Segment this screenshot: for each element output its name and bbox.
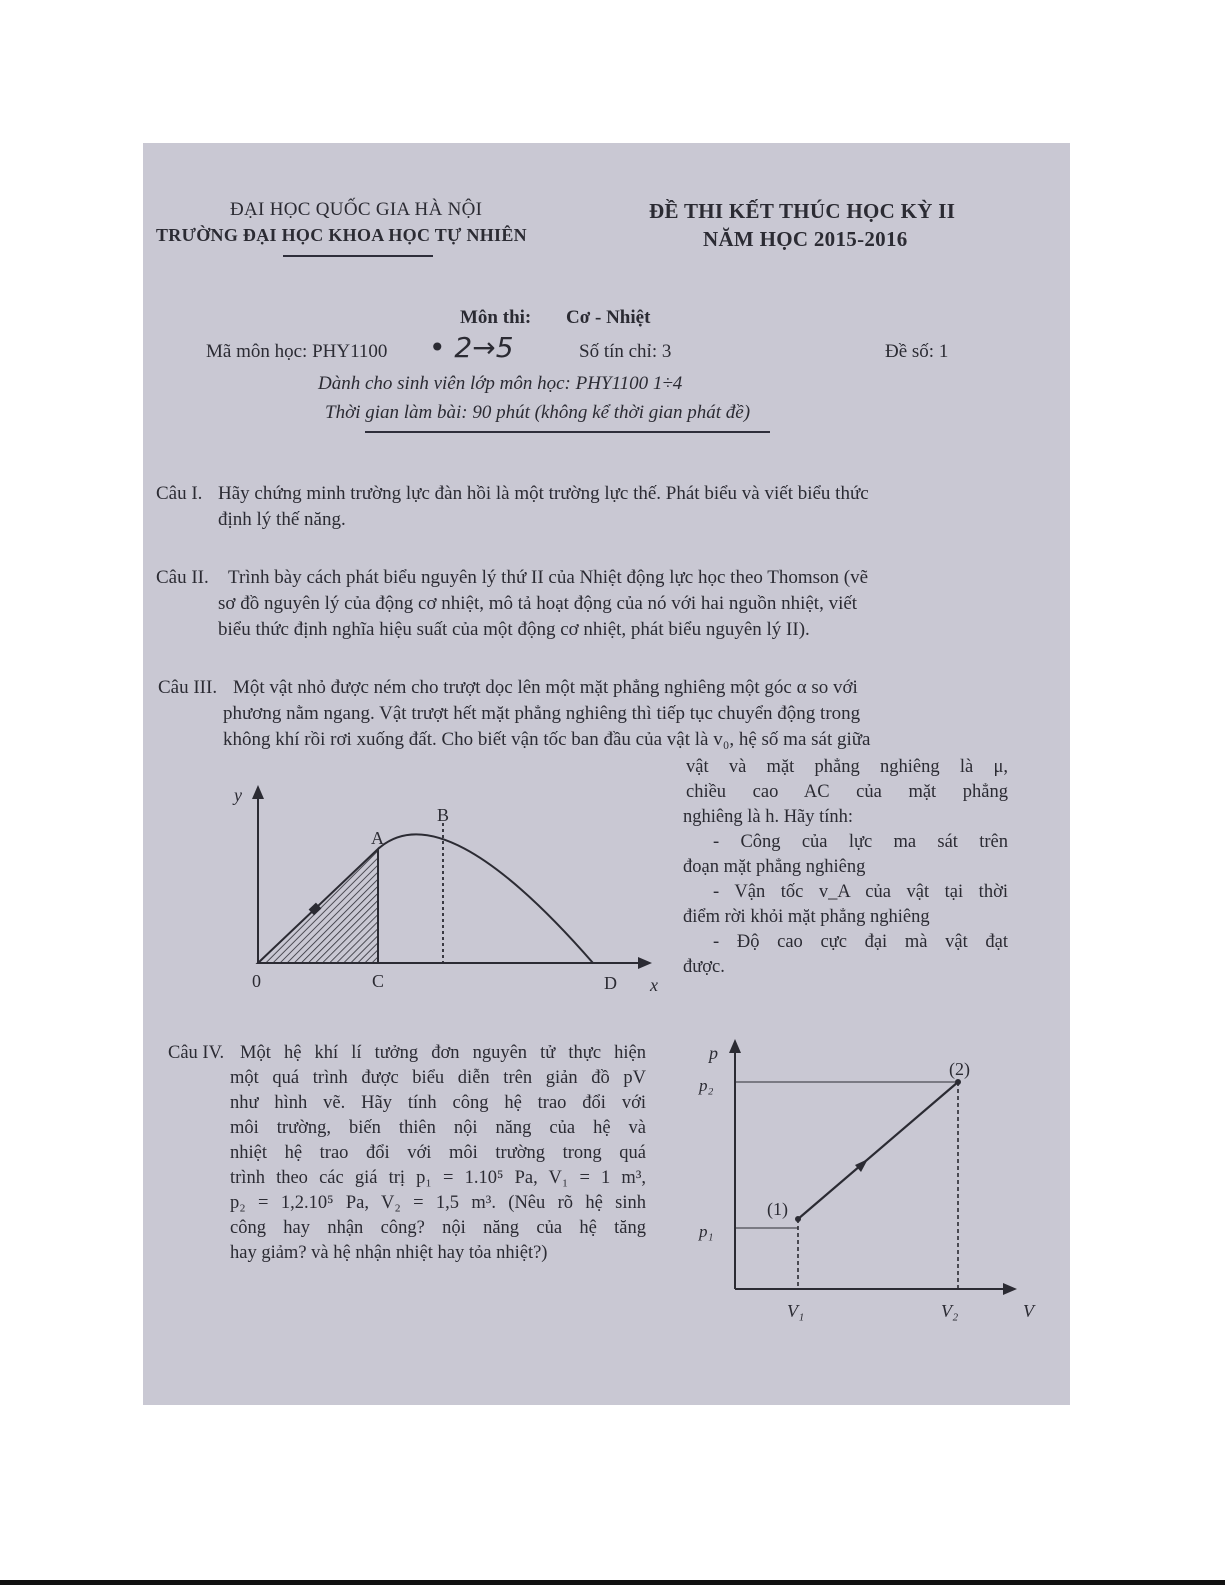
v1-label: V₁ <box>787 1301 805 1321</box>
question-3-line: không khí rồi rơi xuống đất. Cho biết vận tốc ban đầu của vật là v₀, hệ số ma sát giữa <box>223 729 871 750</box>
question-2-label: Câu II. <box>156 567 209 588</box>
duration-underline <box>365 431 770 433</box>
question-4-line: hay giảm? và hệ nhận nhiệt hay tỏa nhiệt?) <box>230 1243 548 1263</box>
question-3 <box>158 675 1018 753</box>
v-axis-label: V <box>1023 1301 1034 1321</box>
p1-label: p₁ <box>699 1222 714 1241</box>
question-3-side-text <box>683 755 1008 980</box>
question-4-line: trình theo các giá trị p₁ = 1.10⁵ Pa, V₁ = 1 m³, <box>230 1168 646 1188</box>
state-1-point <box>795 1216 801 1222</box>
projectile-figure <box>228 781 668 1001</box>
p-axis-label: p <box>709 1043 718 1063</box>
question-1 <box>156 481 1018 533</box>
p2-label: p₂ <box>699 1076 714 1095</box>
duration: Thời gian làm bài: 90 phút (không kể thời gian phát đề) <box>325 402 751 423</box>
trajectory-curve <box>378 834 593 963</box>
audience: Dành cho sinh viên lớp môn học: PHY1100 1÷4 <box>318 373 683 394</box>
state-2-point <box>955 1079 961 1085</box>
university-name: ĐẠI HỌC QUỐC GIA HÀ NỘI <box>230 199 483 220</box>
question-4-label: Câu IV. <box>168 1043 225 1063</box>
point-b-label: B <box>437 805 450 825</box>
exam-sheet <box>143 143 1070 1405</box>
credits: Số tín chỉ: 3 <box>579 341 672 362</box>
question-3-line: phương nằm ngang. Vật trượt hết mặt phẳng nghiêng thì tiếp tục chuyển động trong <box>223 703 861 724</box>
question-3-label: Câu III. <box>158 677 218 698</box>
question-1-label: Câu I. <box>156 483 203 504</box>
question-3-side-line: được. <box>683 957 725 977</box>
question-4-line: môi trường, biến thiên nội năng của hệ và <box>230 1118 646 1138</box>
point-c-label: C <box>372 971 385 991</box>
question-3-side-line: - Vận tốc v_A của vật tại thời <box>713 882 1008 902</box>
y-axis-arrow-icon <box>252 785 264 799</box>
v-axis-arrow-icon <box>1003 1283 1017 1295</box>
state-2-label: (2) <box>949 1059 970 1079</box>
course-code: Mã môn học: PHY1100 <box>206 341 388 362</box>
v2-label: V₂ <box>941 1301 959 1321</box>
question-1-line: định lý thế năng. <box>218 509 346 530</box>
question-4 <box>168 1041 646 1266</box>
question-4-line: p₂ = 1,2.10⁵ Pa, V₂ = 1,5 m³. (Nêu rõ hệ sinh <box>230 1193 646 1213</box>
question-4-line: Một hệ khí lí tưởng đơn nguyên tử thực hiện <box>240 1043 646 1063</box>
school-year: NĂM HỌC 2015-2016 <box>703 227 908 251</box>
pv-diagram <box>683 1035 1043 1335</box>
question-4-line: một quá trình được biểu diễn trên giản đồ pV <box>230 1068 646 1088</box>
exam-title: ĐỀ THI KẾT THÚC HỌC KỲ II <box>649 199 956 223</box>
question-2-line: biểu thức định nghĩa hiệu suất của một động cơ nhiệt, phát biểu nguyên lý II). <box>218 619 810 640</box>
question-4-line: như hình vẽ. Hãy tính công hệ trao đổi với <box>230 1093 646 1113</box>
question-2-line: Trình bày cách phát biểu nguyên lý thứ II của Nhiệt động lực học theo Thomson (vẽ <box>228 567 869 588</box>
subject-name: Cơ - Nhiệt <box>566 307 651 328</box>
question-3-line: Một vật nhỏ được ném cho trượt dọc lên một mặt phẳng nghiêng một góc α so với <box>233 677 858 698</box>
process-direction-arrow-icon <box>855 1159 868 1172</box>
state-1-label: (1) <box>767 1199 788 1219</box>
question-3-side-line: - Công của lực ma sát trên <box>713 832 1008 852</box>
question-3-side-line: vật và mặt phẳng nghiêng là μ, <box>686 757 1008 777</box>
point-o-label: 0 <box>252 971 261 991</box>
school-name: TRƯỜNG ĐẠI HỌC KHOA HỌC TỰ NHIÊN <box>156 225 527 245</box>
x-axis-label: x <box>650 975 658 995</box>
p-axis-arrow-icon <box>729 1039 741 1053</box>
y-axis-label: y <box>234 785 242 805</box>
question-3-side-line: đoạn mặt phẳng nghiêng <box>683 857 866 877</box>
question-1-line: Hãy chứng minh trường lực đàn hồi là một trường lực thế. Phát biểu và viết biểu thức <box>218 483 869 504</box>
question-3-side-line: điểm rời khỏi mặt phẳng nghiêng <box>683 907 930 927</box>
question-3-side-line: chiều cao AC của mặt phẳng <box>686 782 1008 802</box>
exam-number: Đề số: 1 <box>885 341 949 362</box>
question-4-line: công hay nhận công? nội năng của hệ tăng <box>230 1218 646 1238</box>
question-3-side-line: - Độ cao cực đại mà vật đạt <box>713 932 1008 952</box>
point-a-label: A <box>371 828 384 848</box>
question-2 <box>156 565 1018 643</box>
question-3-side-line: nghiêng là h. Hãy tính: <box>683 807 854 827</box>
x-axis-arrow-icon <box>638 957 652 969</box>
point-d-label: D <box>604 973 617 993</box>
question-4-line: nhiệt hệ trao đổi với môi trường trong quá <box>230 1143 646 1163</box>
subject-label: Môn thi: <box>460 307 532 328</box>
handwritten-note: • 2→5 <box>429 331 514 364</box>
bottom-border <box>0 1580 1225 1585</box>
process-line <box>798 1082 958 1219</box>
header-underline <box>283 255 433 257</box>
question-2-line: sơ đồ nguyên lý của động cơ nhiệt, mô tả hoạt động của nó với hai nguồn nhiệt, viết <box>218 593 858 614</box>
